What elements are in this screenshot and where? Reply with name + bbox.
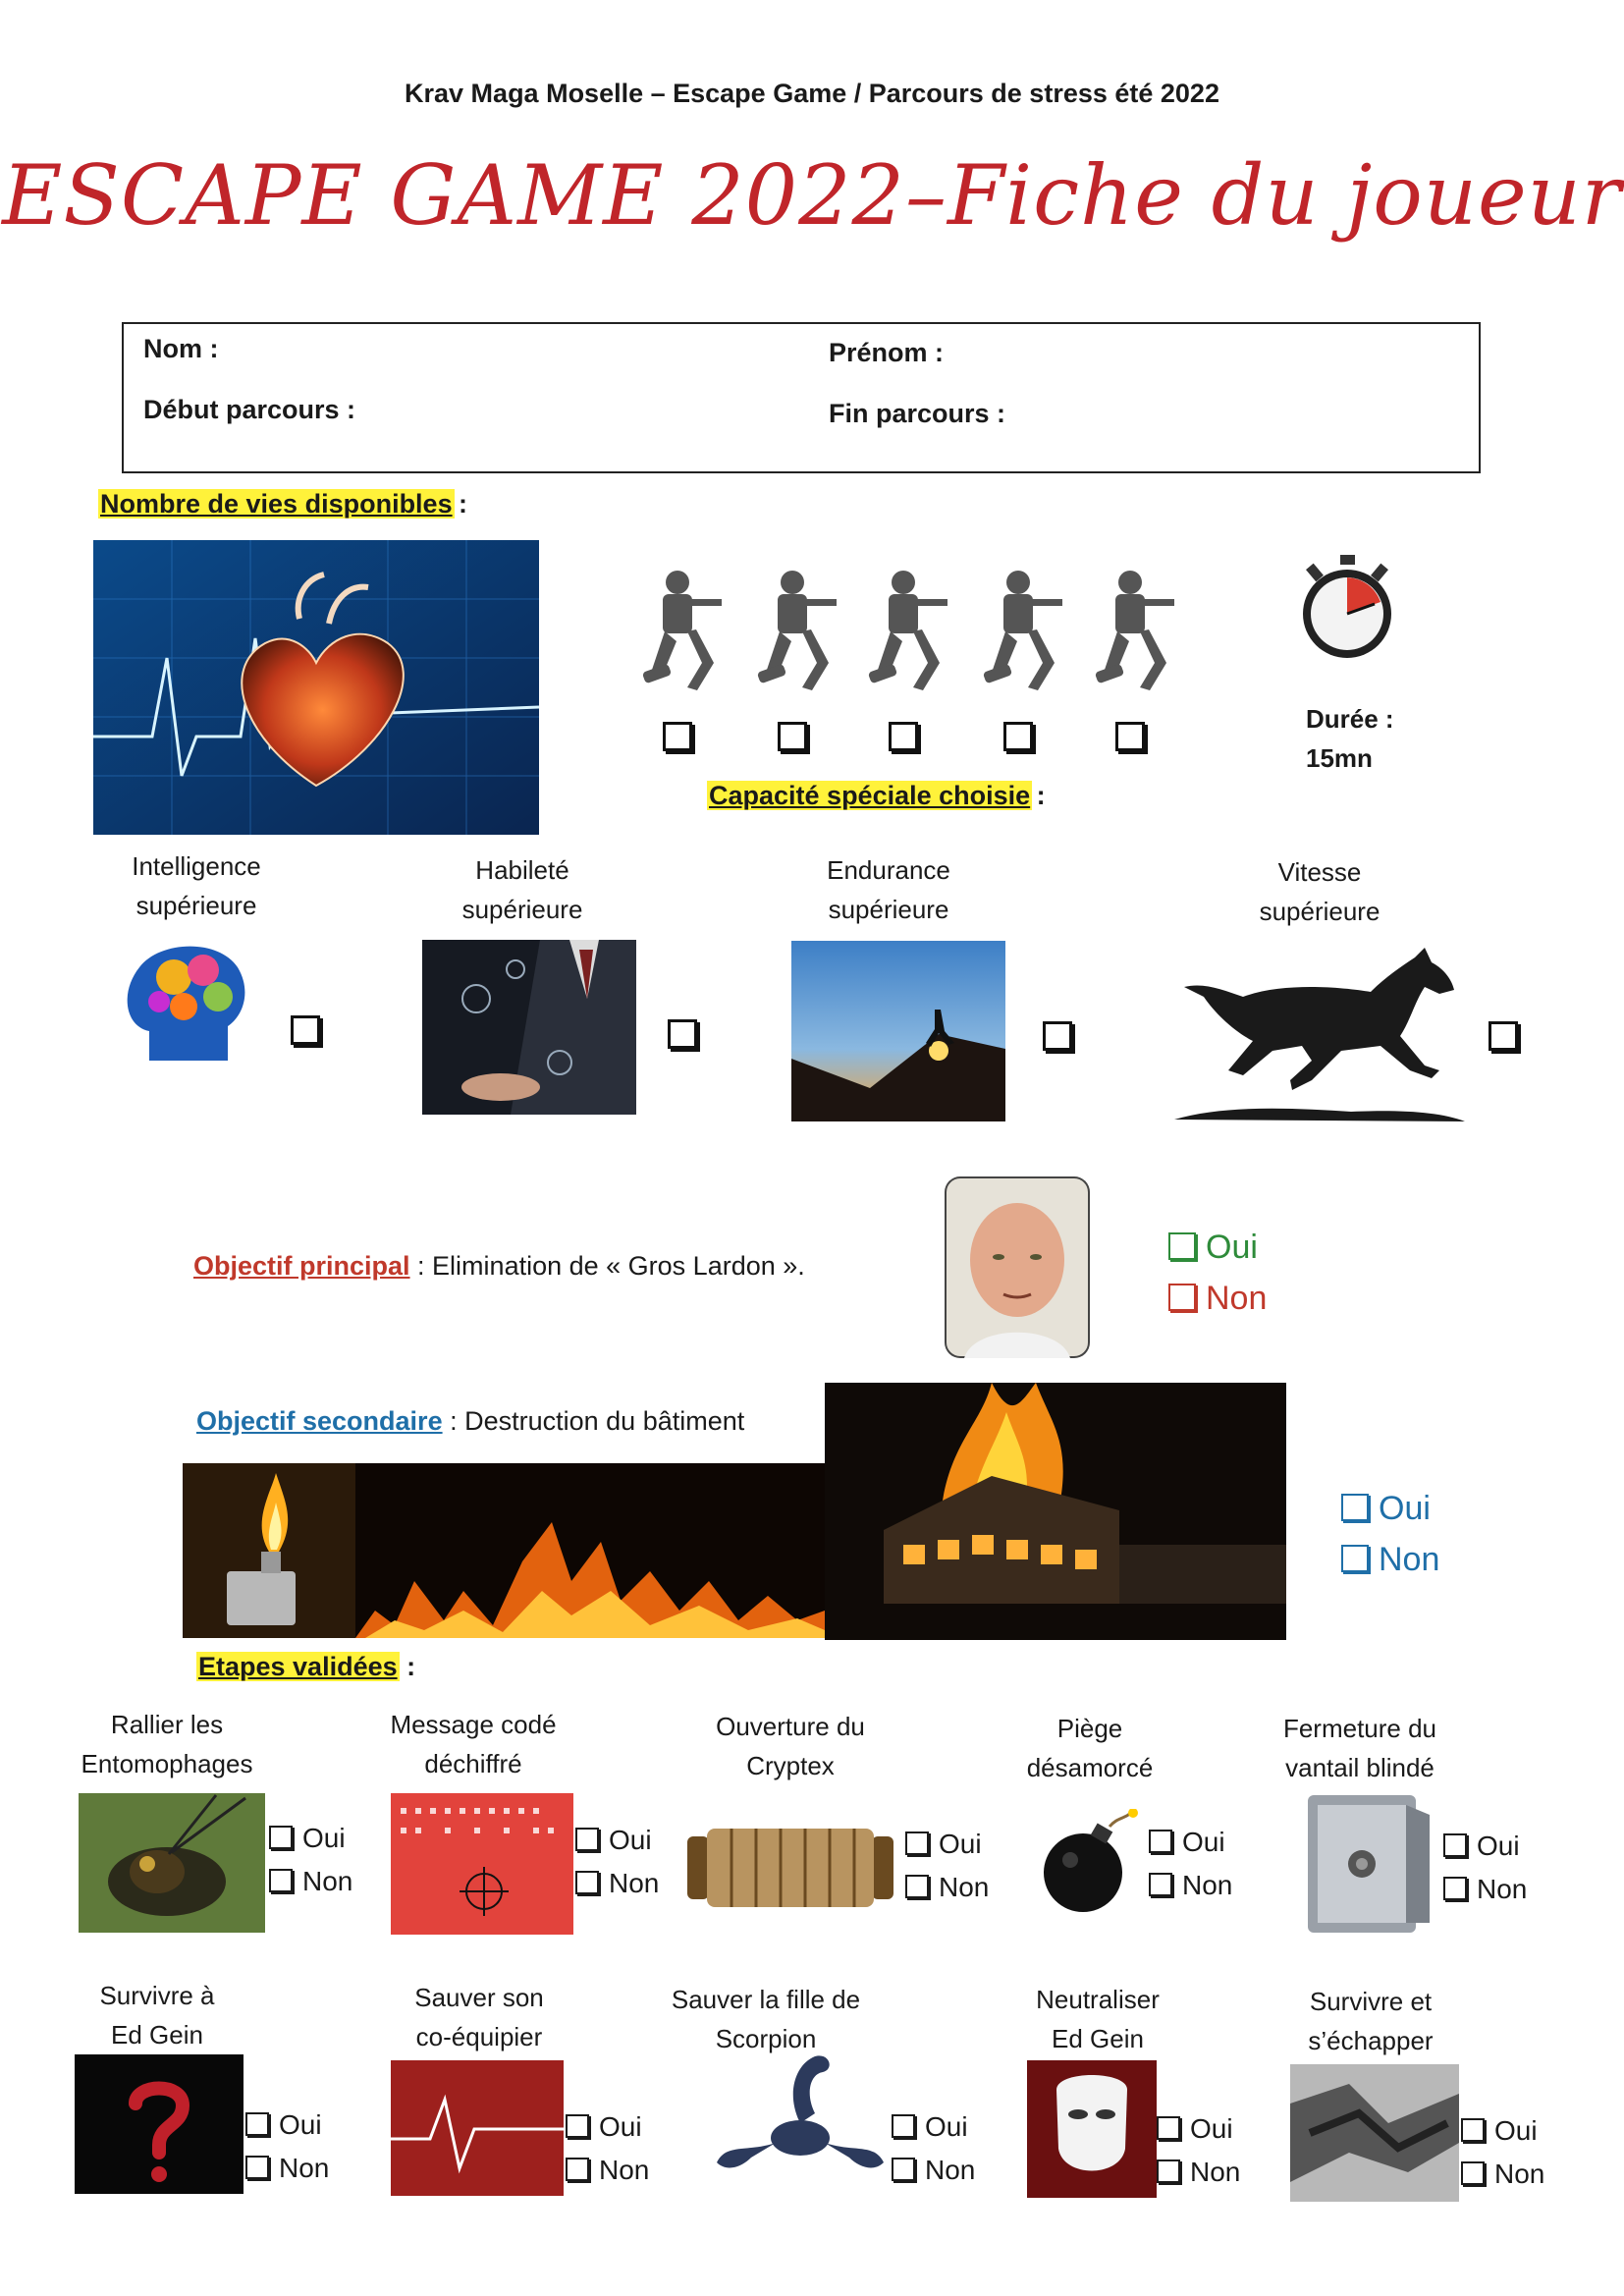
life-checkbox[interactable]: [663, 722, 692, 751]
burning-house-image: [825, 1383, 1286, 1640]
capacity-colon: :: [1036, 781, 1046, 810]
etape-non-option[interactable]: [245, 2147, 329, 2190]
etape-options: [905, 1823, 989, 1909]
page-title: ESCAPE GAME 2022–Fiche du joueur: [2, 147, 1622, 244]
option-label: Non: [609, 1868, 660, 1898]
caption-line: Survivre et: [1309, 1987, 1433, 2016]
checkbox-icon: [892, 2114, 915, 2138]
caption-line: s’échapper: [1308, 2026, 1434, 2055]
lighter-image: [183, 1463, 355, 1638]
checkbox-icon: [1341, 1545, 1369, 1572]
question-image: [75, 2054, 244, 2194]
checkbox-icon: [892, 2158, 915, 2181]
etape-caption: [59, 1705, 275, 1783]
option-label: Oui: [939, 1829, 982, 1859]
etape-options: [575, 1819, 659, 1905]
life-checkbox[interactable]: [1003, 722, 1033, 751]
flames-image: [355, 1463, 825, 1638]
checkbox-icon: [575, 1828, 599, 1851]
etape-non-option[interactable]: [269, 1860, 352, 1903]
capacity-checkbox[interactable]: [291, 1015, 320, 1045]
etape-oui-option[interactable]: [1461, 2109, 1544, 2153]
caption-line: supérieure: [135, 891, 257, 920]
etape-options: [1443, 1825, 1527, 1911]
caption-line: supérieure: [828, 895, 949, 924]
caption-line: Sauver la fille de: [671, 1985, 861, 2014]
option-label: Oui: [302, 1823, 346, 1853]
etape-oui-option[interactable]: [892, 2105, 975, 2149]
caption-line: vantail blindé: [1285, 1753, 1435, 1782]
caption-line: désamorcé: [1026, 1753, 1154, 1782]
horse-icon: [1174, 943, 1465, 1129]
caption-line: Cryptex: [746, 1751, 835, 1780]
caption-line: Piège: [1056, 1714, 1123, 1743]
caption-line: Message codé: [390, 1710, 557, 1739]
checkbox-icon: [1168, 1284, 1196, 1311]
caption-line: supérieure: [461, 895, 583, 924]
checkbox-icon: [1157, 2116, 1180, 2140]
etape-non-option[interactable]: [1443, 1868, 1527, 1911]
target-portrait: [945, 1176, 1090, 1358]
lives-row: [628, 565, 1188, 761]
fin-label: Fin parcours :: [829, 399, 1006, 428]
caption-line: Ed Gein: [111, 2020, 203, 2050]
option-label: Non: [1477, 1874, 1528, 1904]
etape-caption: [381, 1978, 577, 2056]
option-label: Non: [599, 2155, 650, 2185]
stopwatch-icon: [1296, 555, 1399, 668]
etape-non-option[interactable]: [1157, 2151, 1240, 2194]
duration-value: 15mn: [1306, 743, 1373, 773]
capacity-caption: [1221, 852, 1418, 931]
brain-image: [110, 933, 267, 1070]
etape-oui-option[interactable]: [1443, 1825, 1527, 1868]
option-label: Non: [302, 1866, 353, 1896]
checkbox-icon: [245, 2112, 269, 2136]
caption-line: Scorpion: [715, 2024, 817, 2053]
capacity-caption: [790, 850, 987, 929]
option-label: Oui: [1190, 2113, 1233, 2144]
etape-oui-option[interactable]: [566, 2105, 649, 2149]
etape-oui-option[interactable]: [905, 1823, 989, 1866]
objectif-principal-label: Objectif principal: [193, 1251, 410, 1281]
etapes-colon: :: [399, 1652, 416, 1681]
option-label: Oui: [1379, 1490, 1431, 1527]
checkbox-icon: [1443, 1833, 1467, 1857]
etape-caption: [1000, 1980, 1196, 2058]
etapes-label: Etapes validées: [198, 1652, 398, 1681]
capacity-label: Capacité spéciale choisie: [709, 781, 1031, 810]
option-label: Oui: [599, 2111, 642, 2142]
heart-image: [93, 540, 539, 835]
checkbox-icon: [1149, 1873, 1172, 1896]
checkbox-icon: [1443, 1877, 1467, 1900]
caption-line: Vitesse: [1277, 857, 1362, 887]
checkbox-icon: [1149, 1830, 1172, 1853]
etape-caption: [1252, 1709, 1468, 1787]
etape-non-option[interactable]: [1149, 1864, 1232, 1907]
document-header: Krav Maga Moselle – Escape Game / Parcours de stress été 2022: [405, 79, 1219, 108]
etape-options: [1461, 2109, 1544, 2196]
nom-label: Nom :: [143, 334, 219, 363]
option-label: Non: [1190, 2157, 1241, 2187]
option-label: Oui: [279, 2109, 322, 2140]
option-label: Non: [1379, 1541, 1440, 1578]
objectif-secondaire-text: : Destruction du bâtiment: [442, 1406, 745, 1436]
prenom-label: Prénom :: [829, 338, 945, 367]
option-label: Oui: [925, 2111, 968, 2142]
lives-label: Nombre de vies disponibles: [100, 489, 453, 519]
etape-non-option[interactable]: [892, 2149, 975, 2192]
etape-oui-option[interactable]: [269, 1817, 352, 1860]
checkbox-icon: [566, 2158, 589, 2181]
bomb-icon: [1039, 1809, 1147, 1922]
etape-options: [566, 2105, 649, 2192]
checkbox-icon: [1168, 1232, 1196, 1260]
caption-line: co-équipier: [415, 2022, 543, 2051]
businessman-image: [422, 940, 636, 1115]
life-checkbox[interactable]: [778, 722, 807, 751]
checkbox-icon: [269, 1826, 293, 1849]
objectif-principal-text: : Elimination de « Gros Lardon ».: [409, 1251, 805, 1281]
etape-non-option[interactable]: [1461, 2153, 1544, 2196]
option-label: Oui: [1477, 1831, 1520, 1861]
checkbox-icon: [905, 1875, 929, 1898]
runner-image: [791, 941, 1005, 1121]
mask-image: [1027, 2060, 1157, 2198]
caption-line: supérieure: [1259, 897, 1380, 926]
caption-line: déchiffré: [424, 1749, 522, 1778]
option-label: Non: [1182, 1870, 1233, 1900]
etape-options: [1149, 1821, 1232, 1907]
secondaire-oui-option[interactable]: [1341, 1483, 1431, 1534]
etape-options: [269, 1817, 352, 1903]
caption-line: Neutraliser: [1036, 1985, 1160, 2014]
option-label: Non: [1494, 2159, 1545, 2189]
etape-non-option[interactable]: [566, 2149, 649, 2192]
caption-line: Ouverture du: [716, 1712, 865, 1741]
caption-line: Entomophages: [81, 1749, 253, 1778]
capacity-heading: [707, 781, 1046, 811]
etape-options: [892, 2105, 975, 2192]
etape-caption: [982, 1709, 1198, 1787]
etape-oui-option[interactable]: [575, 1819, 659, 1862]
checkbox-icon: [1461, 2118, 1485, 2142]
etape-options: [1157, 2107, 1240, 2194]
capacity-checkbox[interactable]: [1489, 1021, 1518, 1051]
etape-oui-option[interactable]: [1157, 2107, 1240, 2151]
soldier-icon: [1086, 565, 1179, 697]
etape-options: [245, 2104, 329, 2190]
etape-oui-option[interactable]: [1149, 1821, 1232, 1864]
caption-line: Sauver son: [414, 1983, 544, 2012]
caption-line: Survivre à: [99, 1981, 215, 2010]
caption-line: Habileté: [475, 855, 569, 885]
option-label: Non: [925, 2155, 976, 2185]
insect-image: [79, 1793, 265, 1933]
option-label: Non: [939, 1872, 990, 1902]
scorpion-icon: [707, 2045, 893, 2197]
etapes-heading: [196, 1652, 415, 1682]
checkbox-icon: [245, 2156, 269, 2179]
duration: [1306, 699, 1394, 778]
option-label: Non: [279, 2153, 330, 2183]
safe-image: [1298, 1785, 1434, 1946]
etape-oui-option[interactable]: [245, 2104, 329, 2147]
checkbox-icon: [1461, 2161, 1485, 2185]
heartbeat-image: [391, 2060, 564, 2196]
etape-caption: [59, 1976, 255, 2054]
objectif-secondaire-label: Objectif secondaire: [196, 1406, 443, 1436]
objectif-principal: [193, 1251, 805, 1282]
life-checkbox[interactable]: [1115, 722, 1145, 751]
caption-line: Intelligence: [132, 851, 261, 881]
option-label: Oui: [1206, 1229, 1258, 1266]
code-image: [391, 1793, 573, 1935]
checkbox-icon: [566, 2114, 589, 2138]
duration-label: Durée :: [1306, 704, 1394, 734]
capacity-checkbox[interactable]: [1043, 1021, 1072, 1051]
caption-line: Fermeture du: [1282, 1714, 1437, 1743]
lives-colon: :: [459, 489, 468, 519]
soldier-icon: [633, 565, 727, 697]
capacity-caption: [98, 847, 295, 925]
abstract-image: [1290, 2064, 1459, 2202]
principal-oui-option[interactable]: [1168, 1222, 1258, 1273]
checkbox-icon: [1341, 1494, 1369, 1521]
checkbox-icon: [905, 1831, 929, 1855]
checkbox-icon: [1157, 2159, 1180, 2183]
caption-line: Endurance: [827, 855, 950, 885]
objectif-secondaire: [196, 1406, 744, 1437]
secondaire-non-option[interactable]: [1341, 1534, 1439, 1585]
etape-caption: [1272, 1982, 1469, 2060]
soldier-icon: [748, 565, 841, 697]
etape-non-option[interactable]: [575, 1862, 659, 1905]
identity-box: [122, 322, 1481, 473]
option-label: Oui: [1494, 2115, 1538, 2146]
checkbox-icon: [575, 1871, 599, 1894]
etape-caption: [682, 1707, 898, 1785]
principal-non-option[interactable]: [1168, 1273, 1267, 1324]
option-label: Oui: [609, 1825, 652, 1855]
debut-label: Début parcours :: [143, 395, 356, 424]
checkbox-icon: [269, 1869, 293, 1892]
life-checkbox[interactable]: [889, 722, 918, 751]
etape-caption: [365, 1705, 581, 1783]
soldier-icon: [974, 565, 1067, 697]
lives-heading: [98, 489, 467, 519]
caption-line: Ed Gein: [1052, 2024, 1144, 2053]
option-label: Non: [1206, 1280, 1268, 1317]
option-label: Oui: [1182, 1827, 1225, 1857]
etape-non-option[interactable]: [905, 1866, 989, 1909]
capacity-checkbox[interactable]: [668, 1019, 697, 1049]
capacity-caption: [424, 850, 621, 929]
cryptex-icon: [687, 1819, 893, 1922]
soldier-icon: [859, 565, 952, 697]
caption-line: Rallier les: [110, 1710, 224, 1739]
